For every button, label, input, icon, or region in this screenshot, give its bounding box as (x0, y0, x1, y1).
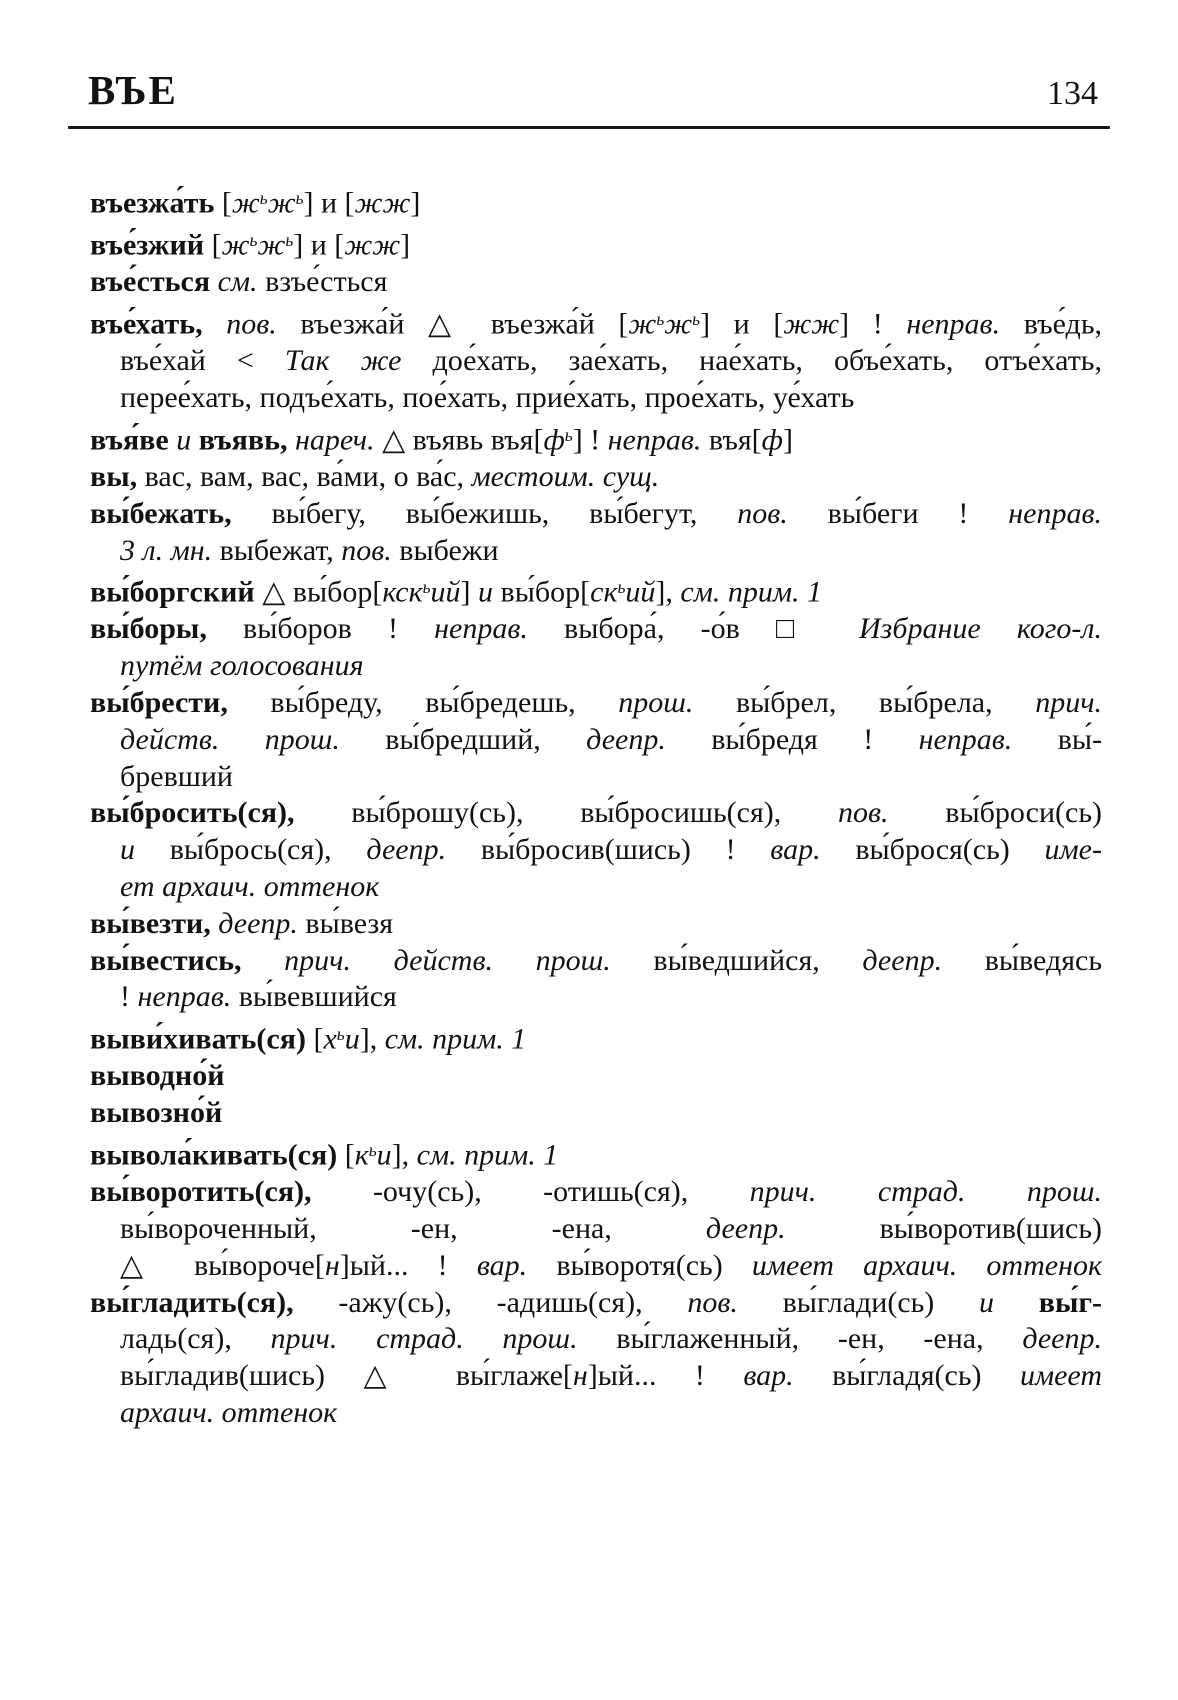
entry-text: кск (382, 575, 423, 609)
dictionary-entry (90, 1058, 1102, 1095)
dictionary-entry (90, 906, 1102, 943)
entry-text: ]ый... ! (587, 1359, 744, 1393)
entry-text: [ (305, 1022, 324, 1056)
entry-text: х (323, 1022, 337, 1056)
entry-first-line (90, 1058, 1102, 1095)
entry-text: пов. (838, 796, 889, 830)
entry-continuation-line (90, 832, 1102, 869)
entry-text: въе́хай < (120, 344, 285, 378)
headword: вы́боры, (90, 612, 207, 646)
entry-text: ск (590, 575, 618, 609)
entry-text: неправ. (434, 612, 528, 646)
headword: вы́бежать, (90, 496, 232, 530)
entry-text: нареч. (294, 423, 375, 457)
entry-first-line (90, 496, 1102, 533)
dictionary-entry (90, 1132, 1102, 1174)
entry-text: вы́ведясь (942, 943, 1103, 977)
entry-text (191, 423, 199, 456)
triangle-marker-icon: △ (382, 423, 406, 457)
triangle-marker-icon: △ (262, 575, 286, 609)
entry-text: ь (692, 309, 701, 330)
header-rule (68, 126, 1110, 129)
entry-text: ь (285, 230, 294, 251)
entry-text: вар. (770, 833, 821, 867)
entry-text: жж (344, 228, 401, 262)
entry-text: ] (410, 186, 421, 220)
entry-text: прич. (1035, 686, 1102, 720)
entry-text: въявь въя[ (405, 423, 544, 457)
entry-text: [ (214, 186, 232, 220)
entry-text: вас, вам, вас, ва́ми, о ва́с, (137, 459, 472, 493)
entry-text: прош. (618, 686, 694, 720)
dictionary-entry (90, 1285, 1102, 1432)
headword: вы́брести, (90, 686, 228, 720)
entry-continuation-line (90, 979, 1102, 1016)
dictionary-entry (90, 1174, 1102, 1284)
entry-text: местоим. сущ. (471, 459, 660, 493)
headword: вывозно́й (90, 1096, 223, 1130)
entry-text: выбора́, -о́в (527, 612, 776, 646)
headword: въе́сться (90, 265, 211, 299)
entry-text: ] (400, 228, 411, 262)
entry-text: ] ! (839, 307, 907, 341)
entry-text: архаич. оттенок (120, 1395, 338, 1429)
entry-continuation-line (90, 1211, 1102, 1248)
entry-text: въезжа́й (276, 307, 428, 341)
entry-text: ь (564, 424, 573, 445)
entry-text: путём голосования (120, 649, 364, 683)
entry-text: ], (391, 1138, 417, 1172)
entry-text: -ажу(сь), -адишь(ся), (293, 1285, 688, 1319)
triangle-marker-icon: △ (363, 1359, 418, 1393)
entry-text: ь (422, 577, 431, 598)
entry-text: действ. прош. (120, 722, 340, 756)
entry-text: и (478, 575, 494, 609)
entry-text: выбежат, (212, 533, 342, 567)
entry-text: 3 л. мн. (120, 533, 213, 567)
entry-text: [ (337, 1138, 355, 1172)
entry-text: вы́глаже[ (417, 1359, 573, 1393)
entry-text: и (376, 1138, 392, 1172)
entry-text: вы́беги ! (787, 496, 1009, 530)
entry-first-line (90, 1095, 1102, 1132)
dictionary-entry (90, 1016, 1102, 1058)
entry-text: вы́бор[ (493, 575, 591, 609)
headword-text: въявь, (198, 423, 288, 457)
entry-text: н (572, 1359, 588, 1393)
entry-text (203, 307, 227, 340)
entry-text: неправ. (906, 307, 1001, 341)
entry-text: неправ. (1008, 496, 1102, 530)
entry-text: н (324, 1248, 340, 1282)
page-number: 134 (1047, 75, 1098, 112)
dictionary-entry (90, 417, 1102, 459)
entry-text: ] и [ (700, 307, 784, 341)
entry-continuation-line (90, 533, 1102, 570)
entry-first-line (90, 569, 1102, 611)
entry-text: деепр. (586, 722, 666, 756)
entry-text: вы́бегу, вы́бежишь, вы́бегут, (231, 496, 738, 530)
headword: вы́везти, (90, 906, 211, 940)
headword: вы́гладить(ся), (90, 1285, 294, 1319)
entry-first-line (90, 417, 1102, 459)
entry-text: ], (655, 575, 681, 609)
entry-text: ий (430, 575, 461, 609)
entry-text: ] (782, 423, 793, 457)
entry-text: неправ. (137, 980, 232, 1014)
entry-text: ь (368, 1139, 377, 1160)
entry-first-line (90, 180, 1102, 222)
dictionary-entry (90, 496, 1102, 570)
entry-text: вы́воротив(шись) (785, 1211, 1102, 1245)
entry-text: вы́ведшийся, (610, 943, 863, 977)
dictionary-entry (90, 569, 1102, 611)
entry-text: вы́брошу(сь), вы́бросишь(ся), (294, 796, 839, 830)
entry-text: см. прим. 1 (680, 575, 823, 609)
entry-continuation-line (90, 722, 1102, 759)
entry-text: вы́брось(ся), (135, 833, 367, 867)
entry-text (287, 423, 295, 456)
entry-text: вар. (476, 1248, 528, 1282)
entry-first-line (90, 264, 1102, 301)
headword: въя́ве (90, 423, 169, 457)
entry-continuation-line (90, 648, 1102, 685)
entry-text: вы́глади(сь) (737, 1285, 980, 1319)
entry-text: -очу(сь), -отишь(ся), (311, 1175, 750, 1209)
entry-text: вы́воротя(сь) (527, 1248, 752, 1282)
dictionary-entry (90, 264, 1102, 301)
entry-text: прич. страд. прош. (749, 1175, 1102, 1209)
headword: выводно́й (90, 1059, 225, 1093)
entry-text: деепр. (1022, 1322, 1102, 1356)
entry-text: прич. страд. прош. (270, 1322, 578, 1356)
entry-text: ь (295, 188, 304, 208)
entry-first-line (90, 685, 1102, 722)
entry-first-line (90, 301, 1102, 343)
headword: выви́хивать(ся) (90, 1022, 306, 1056)
headword: вы, (90, 459, 138, 493)
entry-first-line (90, 1285, 1102, 1322)
entry-text: ь (336, 1024, 345, 1045)
entry-text: вы́везя (297, 906, 394, 940)
entry-text: вы́глаженный, -ен, -ена, (577, 1322, 1023, 1356)
entry-text: имеет (1019, 1359, 1102, 1393)
dictionary-entry (90, 943, 1102, 1017)
entry-text: ф (761, 423, 783, 457)
entry-text: вы́- (1012, 722, 1103, 756)
dictionary-entry (90, 1095, 1102, 1132)
entry-text: ет архаич. оттенок (120, 870, 380, 904)
entry-text: ], (359, 1022, 385, 1056)
entry-first-line (90, 906, 1102, 943)
square-marker-icon: □ (775, 612, 823, 646)
entry-text: выбежи (391, 533, 499, 567)
entry-text: вы́брел, вы́брела, (693, 686, 1036, 720)
headword: вы́бросить(ся), (90, 796, 295, 830)
entry-text: пов. (341, 533, 392, 567)
headword: вывола́кивать(ся) (90, 1138, 338, 1172)
entry-continuation-line (90, 1395, 1102, 1432)
entry-text (375, 423, 383, 456)
entry-text: вы́броси(сь) (888, 796, 1102, 830)
entry-first-line (90, 459, 1102, 496)
entry-text: и (344, 1022, 360, 1056)
headword: въе́хать, (90, 307, 203, 341)
headword: въе́зжий (90, 228, 205, 262)
headword: въезжа́ть (90, 186, 215, 220)
headword: вы́вестись, (90, 943, 242, 977)
entry-text: имеет архаич. оттенок (751, 1248, 1102, 1282)
entry-text: ф (543, 423, 565, 457)
dictionary-entry (90, 222, 1102, 264)
entry-text: ь (249, 230, 258, 251)
entry-text: вы́боров ! (206, 612, 435, 646)
entry-continuation-line (90, 380, 1102, 417)
entry-continuation-line (90, 869, 1102, 906)
entry-text (210, 265, 218, 298)
entry-text: въе́дь, (1000, 307, 1103, 341)
dictionary-entry (90, 459, 1102, 496)
entry-first-line (90, 1174, 1102, 1211)
entry-text: вы́бросив(шись) ! (446, 833, 771, 867)
entry-text: и (176, 423, 192, 457)
entry-text: ж (628, 307, 657, 341)
entry-text: ж (231, 186, 260, 220)
entry-text: ладь(ся), (120, 1322, 271, 1356)
entry-text: ] (460, 575, 479, 609)
entry-text: вы́бредший, (339, 722, 587, 756)
entry-text: ж (257, 228, 286, 262)
entry-text: неправ. (918, 722, 1013, 756)
entry-text: взъе́сться (257, 265, 388, 299)
entry-text: к (354, 1138, 369, 1172)
dictionary-entry (90, 301, 1102, 417)
dictionary-entry (90, 685, 1102, 795)
entry-text: бревший (120, 759, 233, 793)
entry-text: вы́бор[ (285, 575, 383, 609)
headword: вы́боргский (90, 575, 255, 609)
dictionary-entry (90, 180, 1102, 222)
triangle-marker-icon: △ (120, 1248, 165, 1282)
entry-text: ] ! (572, 423, 608, 457)
entry-text: име- (1044, 833, 1102, 867)
entry-text: ! (120, 980, 138, 1014)
entry-text: вы́гладя(сь) (793, 1359, 1020, 1393)
running-head (88, 67, 1098, 113)
entry-text: ]ый... ! (339, 1248, 477, 1282)
entries (90, 180, 1102, 1432)
entry-continuation-line (90, 343, 1102, 380)
entry-text: см. прим. 1 (416, 1138, 559, 1172)
entry-text: [ (204, 228, 222, 262)
entry-text: прич. действ. прош. (284, 943, 611, 977)
triangle-marker-icon: △ (428, 307, 468, 341)
entry-text: Избрание кого-л. (858, 612, 1102, 646)
entry-text: вы́вороче[ (164, 1248, 325, 1282)
entry-text: вар. (743, 1359, 794, 1393)
entry-text: въя[ (701, 423, 762, 457)
entry-text: дое́хать, зае́хать, нае́хать, объе́хать, отъе́хать, (401, 344, 1102, 378)
entry-text: ий (625, 575, 656, 609)
entry-first-line (90, 1132, 1102, 1174)
entry-continuation-line (90, 1358, 1102, 1395)
entry-text: въезжа́й [ (467, 307, 629, 341)
entry-text: ь (656, 309, 665, 330)
entry-text: Так же (284, 344, 402, 378)
entry-text: вы́бреду, вы́бредешь, (227, 686, 619, 720)
entry-first-line (90, 1016, 1102, 1058)
entry-text: вы́брося(сь) (820, 833, 1045, 867)
entry-first-line (90, 222, 1102, 264)
entry-text (823, 612, 859, 645)
entry-text (994, 1286, 1039, 1319)
dictionary-entry (90, 795, 1102, 905)
entry-text: деепр. (366, 833, 447, 867)
entry-text: жж (354, 186, 411, 220)
entry-text: пов. (226, 307, 277, 341)
entry-text: пов. (737, 496, 788, 530)
entry-first-line (90, 795, 1102, 832)
entry-text (242, 944, 285, 977)
entry-text: см. (217, 265, 258, 299)
entry-text: вы́бредя ! (665, 722, 919, 756)
dictionary-entry (90, 611, 1102, 685)
headword-text: вы́г- (1038, 1285, 1103, 1319)
entry-text: деепр. (862, 943, 943, 977)
entry-text: ] и [ (293, 228, 345, 262)
entry-text: и (120, 833, 135, 867)
entry-text: деепр. (705, 1211, 786, 1245)
entry-text: вы́гладив(шись) (120, 1359, 364, 1393)
entry-text: перее́хать, подъе́хать, пое́хать, прие́хать, прое́хать, уе́хать (120, 381, 855, 415)
entry-text: ж (664, 307, 693, 341)
entry-continuation-line (90, 1248, 1102, 1285)
entry-continuation-line (90, 1321, 1102, 1358)
entry-continuation-line (90, 759, 1102, 796)
entry-text: вы́вевшийся (231, 980, 397, 1014)
entry-text: вы́вороченный, -ен, -ена, (120, 1211, 706, 1245)
entry-text: ] и [ (303, 186, 355, 220)
entry-text: ь (259, 188, 268, 208)
entry-text: жж (783, 307, 840, 341)
entry-text: неправ. (607, 423, 702, 457)
entry-first-line (90, 611, 1102, 648)
entry-text: и (979, 1285, 995, 1319)
section-heading: ВЪЕ (88, 67, 178, 113)
entry-text: ь (617, 577, 626, 598)
entry-text: пов. (687, 1285, 738, 1319)
entry-text: см. прим. 1 (384, 1022, 527, 1056)
entry-text: ж (267, 186, 296, 220)
entry-text: ж (221, 228, 250, 262)
headword: вы́воротить(ся), (90, 1175, 312, 1209)
entry-first-line (90, 943, 1102, 980)
entry-text: деепр. (218, 906, 298, 940)
